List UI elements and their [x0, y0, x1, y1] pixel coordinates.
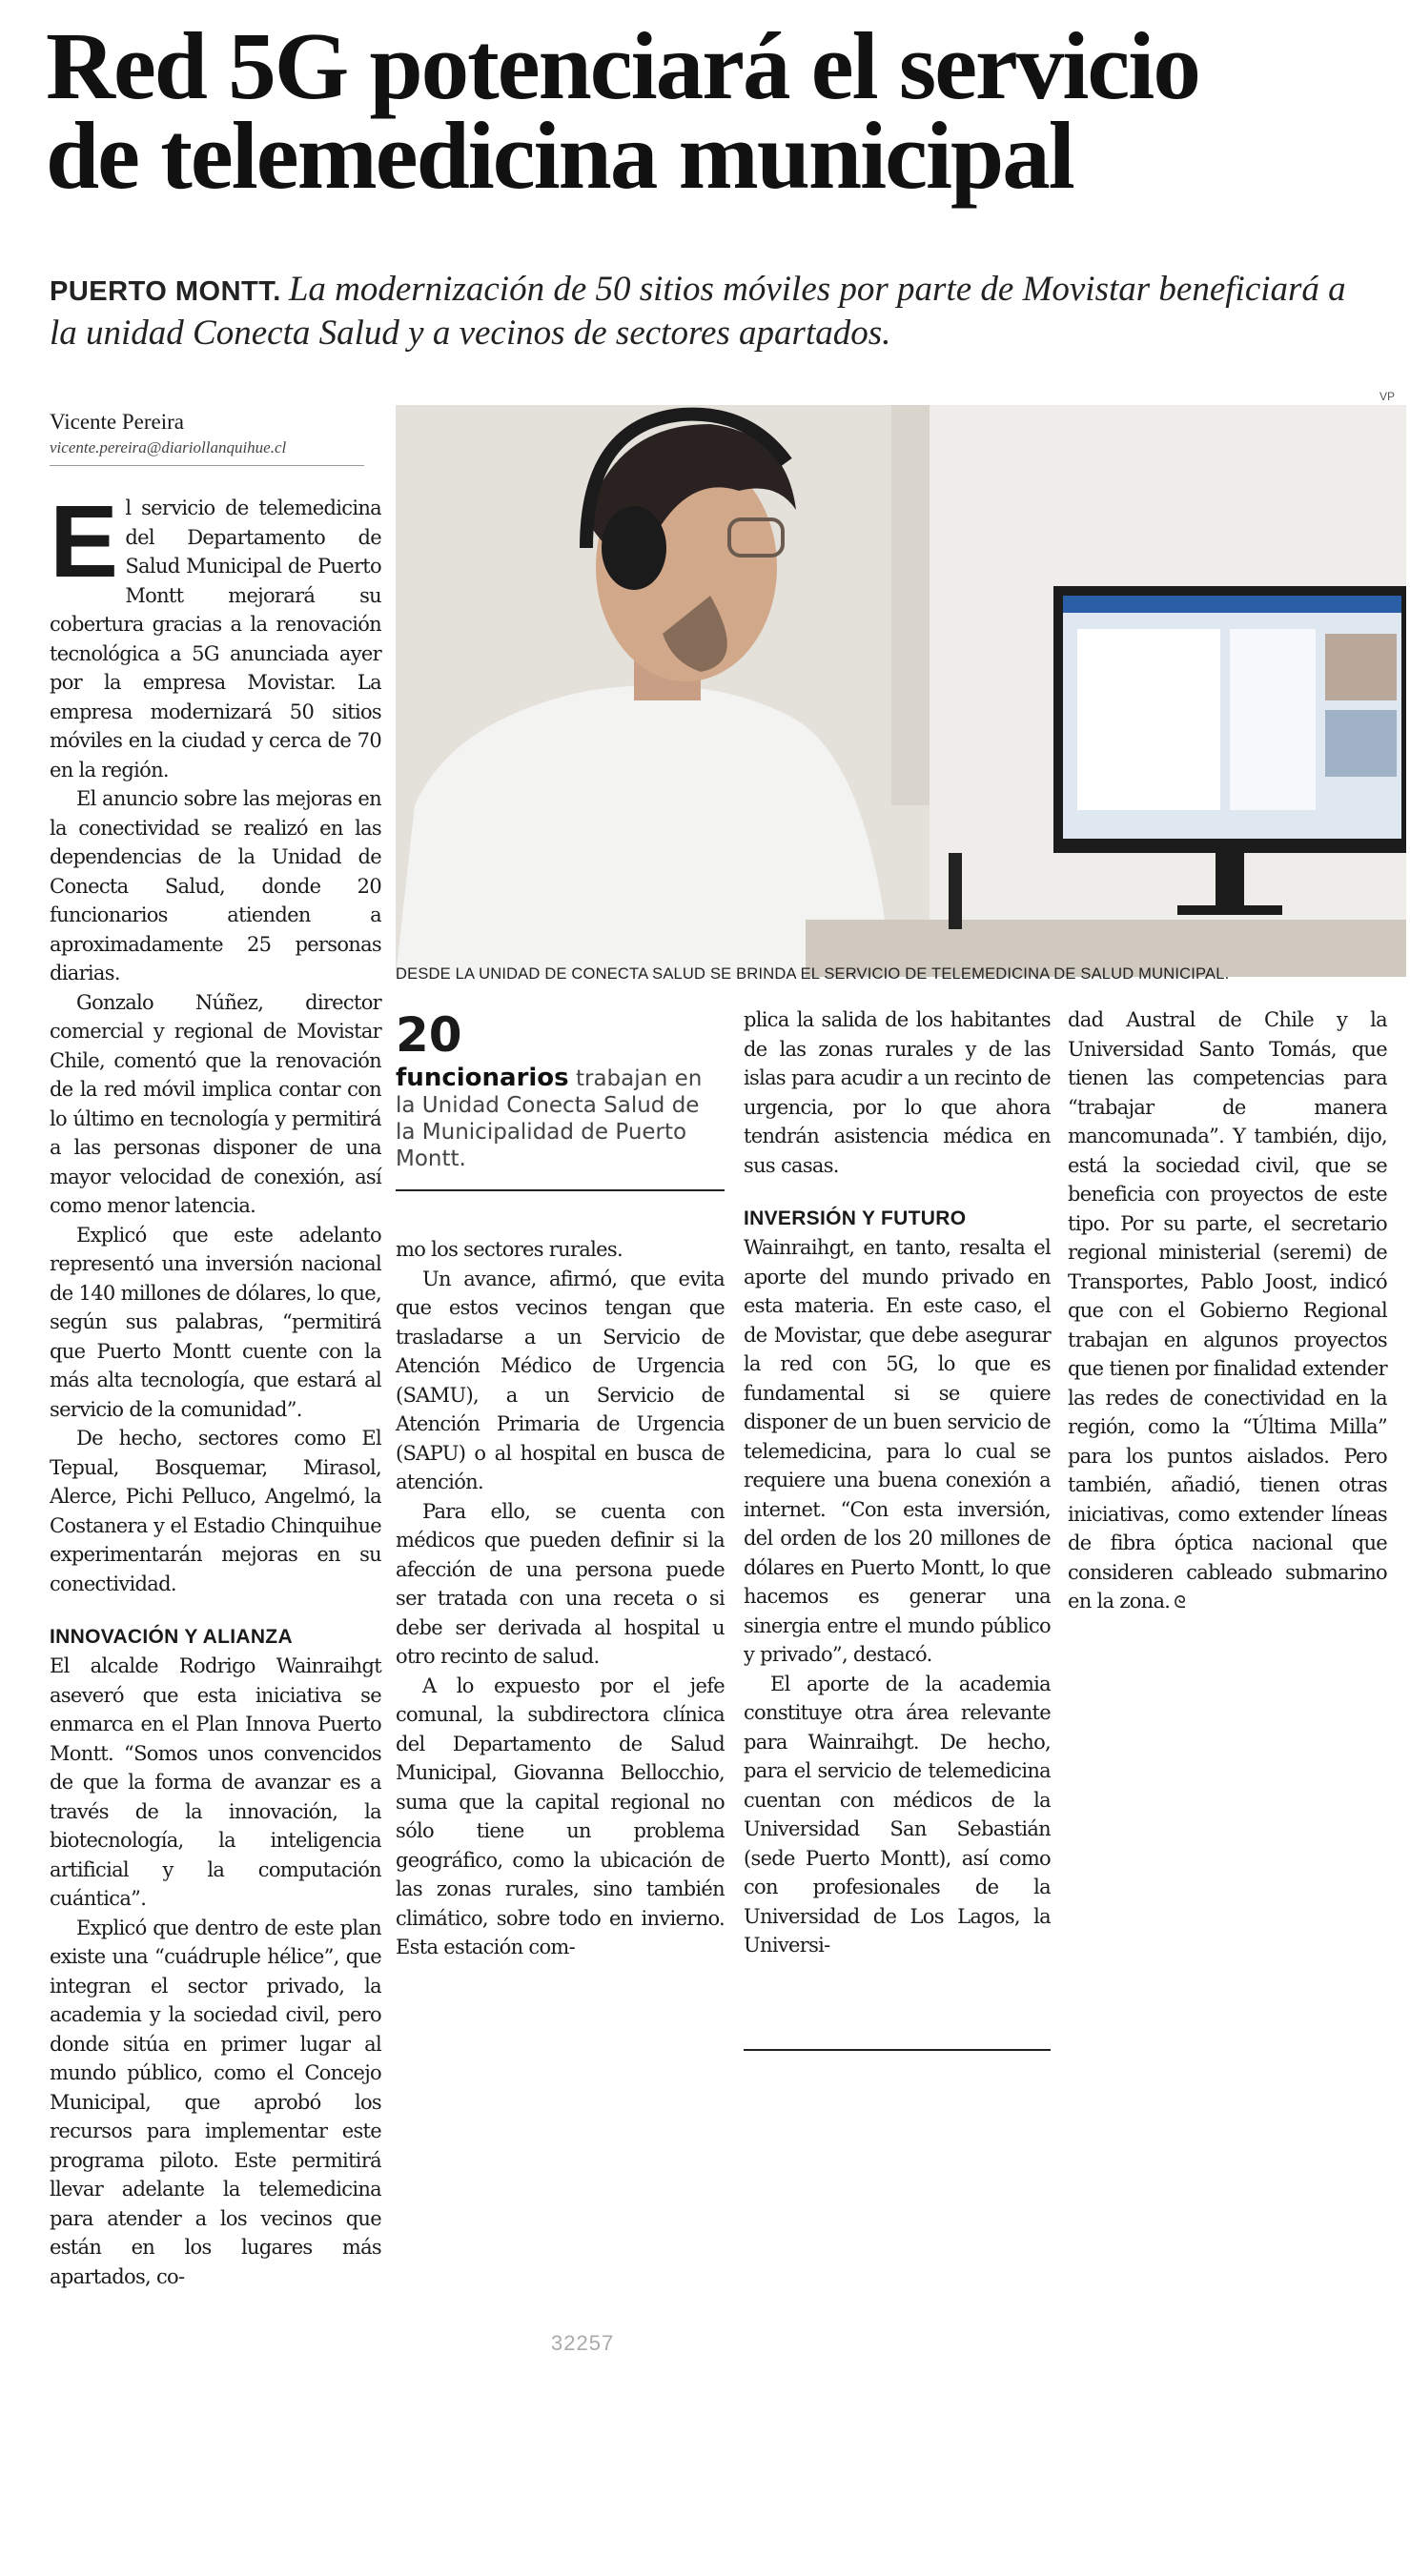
paragraph: Gonzalo Núñez, director comercial y regional de Movistar Chile, comentó que la renovación de la red móvil implica contar con lo último en tecnología y permitirá a las personas disponer de una mayor velocidad de conexión, así como menor latencia.	[50, 990, 381, 1217]
paragraph: Wainraihgt, en tanto, resalta el aporte del mundo privado en esta materia. En este caso, el de Movistar, que debe asegurar la red con 5G, lo que es fundamental si se quiere disponer de un buen servicio de telemedicina, para lo cual se requiere una buena conexión a internet. “Con esta inversión, del orden de los 20 millones de dólares en Puerto Montt, lo que hacemos es generar una sinergia entre el mundo público y privado”, destacó.	[744, 1236, 1051, 1666]
paragraph: El aporte de la academia constituye otra área relevante para Wainraihgt. De hecho, para el servicio de telemedicina cuentan con médicos de la Universidad San Sebastián (sede Puerto Montt), así como con profesionales de la Universidad de Los Lagos, la Universi-	[744, 1672, 1051, 1957]
fact-number: 20	[396, 1007, 462, 1063]
paragraph: A lo expuesto por el jefe comunal, la subdirectora clínica del Departamento de Salud Municipal, Giovanna Bellocchio, suma que la capital regional no sólo tiene un problema geográfico, como la ubicación de las zonas rurales, sino también climático, sobre todo en invierno. Esta estación com-	[396, 1673, 725, 1958]
fact-box	[396, 1005, 725, 1191]
column-3	[744, 1005, 1051, 1960]
column-2	[396, 1235, 725, 1962]
paragraph: Explicó que dentro de este plan existe una “cuádruple hélice”, que integran el sector privado, la academia y la sociedad civil, pero donde sitúa en primer lugar al mundo público, como el Concejo Municipal, que aprobó los recursos para implementar este programa piloto. Este permitirá llevar adelante la telemedicina para atender a los vecinos que están en los lugares más apartados, co-	[50, 1916, 381, 2288]
headline-line-2: de telemedicina municipal	[46, 102, 1073, 209]
paragraph: mo los sectores rurales.	[396, 1238, 623, 1261]
paragraph: El alcalde Rodrigo Wainraihgt aseveró que esta iniciativa se enmarca en el Plan Innova Puerto Montt. “Somos unos convencidos de que la forma de avanzar es a través de la innovación, la biotecnología, la inteligencia artificial y la computación cuántica”.	[50, 1654, 381, 1910]
column-1	[50, 483, 381, 2291]
article-photo	[396, 405, 1406, 977]
byline	[50, 408, 393, 466]
section-heading: INVERSIÓN Y FUTURO	[744, 1207, 967, 1229]
photo-credit: VP	[1379, 390, 1396, 403]
paragraph: Explicó que este adelanto representó una inversión nacional de 140 millones de dólares, lo que, según sus palabras, “permitirá que Puerto Montt cuente con la más alta tecnología, que estará al servicio de la comunidad”.	[50, 1223, 381, 1421]
page-code: 32257	[551, 2331, 615, 2355]
paragraph: De hecho, sectores como El Tepual, Bosquemar, Mirasol, Alerce, Pichi Pelluco, Angelmó, la Costanera y el Estadio Chinquihue experimentarán mejoras en su conectividad.	[50, 1427, 381, 1595]
fact-text: funcionarios trabajan en la Unidad Conecta Salud de la Municipalidad de Puerto Montt.	[396, 1064, 703, 1171]
headline-line-1: Red 5G potenciará el servicio	[46, 12, 1199, 119]
photo-caption: DESDE LA UNIDAD DE CONECTA SALUD SE BRINDA EL SERVICIO DE TELEMEDICINA DE SALUD MUNICIPAL.	[396, 965, 1230, 983]
subhead	[50, 269, 1365, 355]
byline-divider	[50, 465, 364, 466]
column-4	[1068, 1005, 1387, 1618]
section-heading: INNOVACIÓN Y ALIANZA	[50, 1626, 293, 1648]
paragraph: Para ello, se cuenta con médicos que pueden definir si la afección de una persona puede ser tratada con una receta o si debe ser derivada al hospital u otro recinto de salud.	[396, 1499, 725, 1668]
paragraph: El servicio de telemedicina del Departamento de Salud Municipal de Puerto Montt mejorará su cobertura gracias a la renovación tecnológica a 5G anunciada ayer por la empresa Movistar. La empresa modernizará 50 sitios móviles en la ciudad y cerca de 70 en la región.	[50, 483, 381, 781]
column-end-rule	[744, 2049, 1051, 2051]
author-name: Vicente Pereira	[50, 410, 185, 434]
end-mark-icon: ᘓ	[1174, 1592, 1186, 1613]
headline	[46, 12, 1380, 209]
paragraph: Un avance, afirmó, que evita que estos vecinos tengan que trasladarse a un Servicio de Atención Médico de Urgencia (SAMU), a un Servicio de Atención Primaria de Urgencia (SAPU) o al hospital en busca de atención.	[396, 1267, 725, 1493]
author-email: vicente.pereira@diariollanquihue.cl	[50, 438, 287, 456]
paragraph: dad Austral de Chile y la Universidad Santo Tomás, que tienen las competencias para “trabajar de manera mancomunada”. Y también, dijo, está la sociedad civil, que se beneficia con proyectos de este tipo. Por su parte, el secretario regional ministerial (seremi) de Transportes, Pablo Joost, indicó que con el Gobierno Regional trabajan en algunos proyectos que tienen por finalidad extender las redes de conectividad en la región, como la “Última Milla” para los puntos aislados. Pero también, añadió, tienen otras iniciativas, como extender líneas de fibra óptica nacional que consideren cableado submarino en la zona. ᘓ	[1068, 1008, 1387, 1613]
paragraph: El anuncio sobre las mejoras en la conectividad se realizó en las dependencias de la Unidad de Conecta Salud, donde 20 funcionarios atienden a aproximadamente 25 personas diarias.	[50, 787, 381, 984]
subhead-text: La modernización de 50 sitios móviles por parte de Movistar beneficiará a la unidad Conecta Salud y a vecinos de sectores apartados.	[50, 270, 1346, 353]
fact-divider	[396, 1189, 725, 1191]
location-tag: PUERTO MONTT.	[50, 276, 281, 307]
paragraph: plica la salida de los habitantes de las zonas rurales y de las islas para acudir a un recinto de urgencia, por lo que ahora tendrán asistencia médica en sus casas.	[744, 1008, 1051, 1177]
drop-cap: E	[50, 483, 118, 598]
